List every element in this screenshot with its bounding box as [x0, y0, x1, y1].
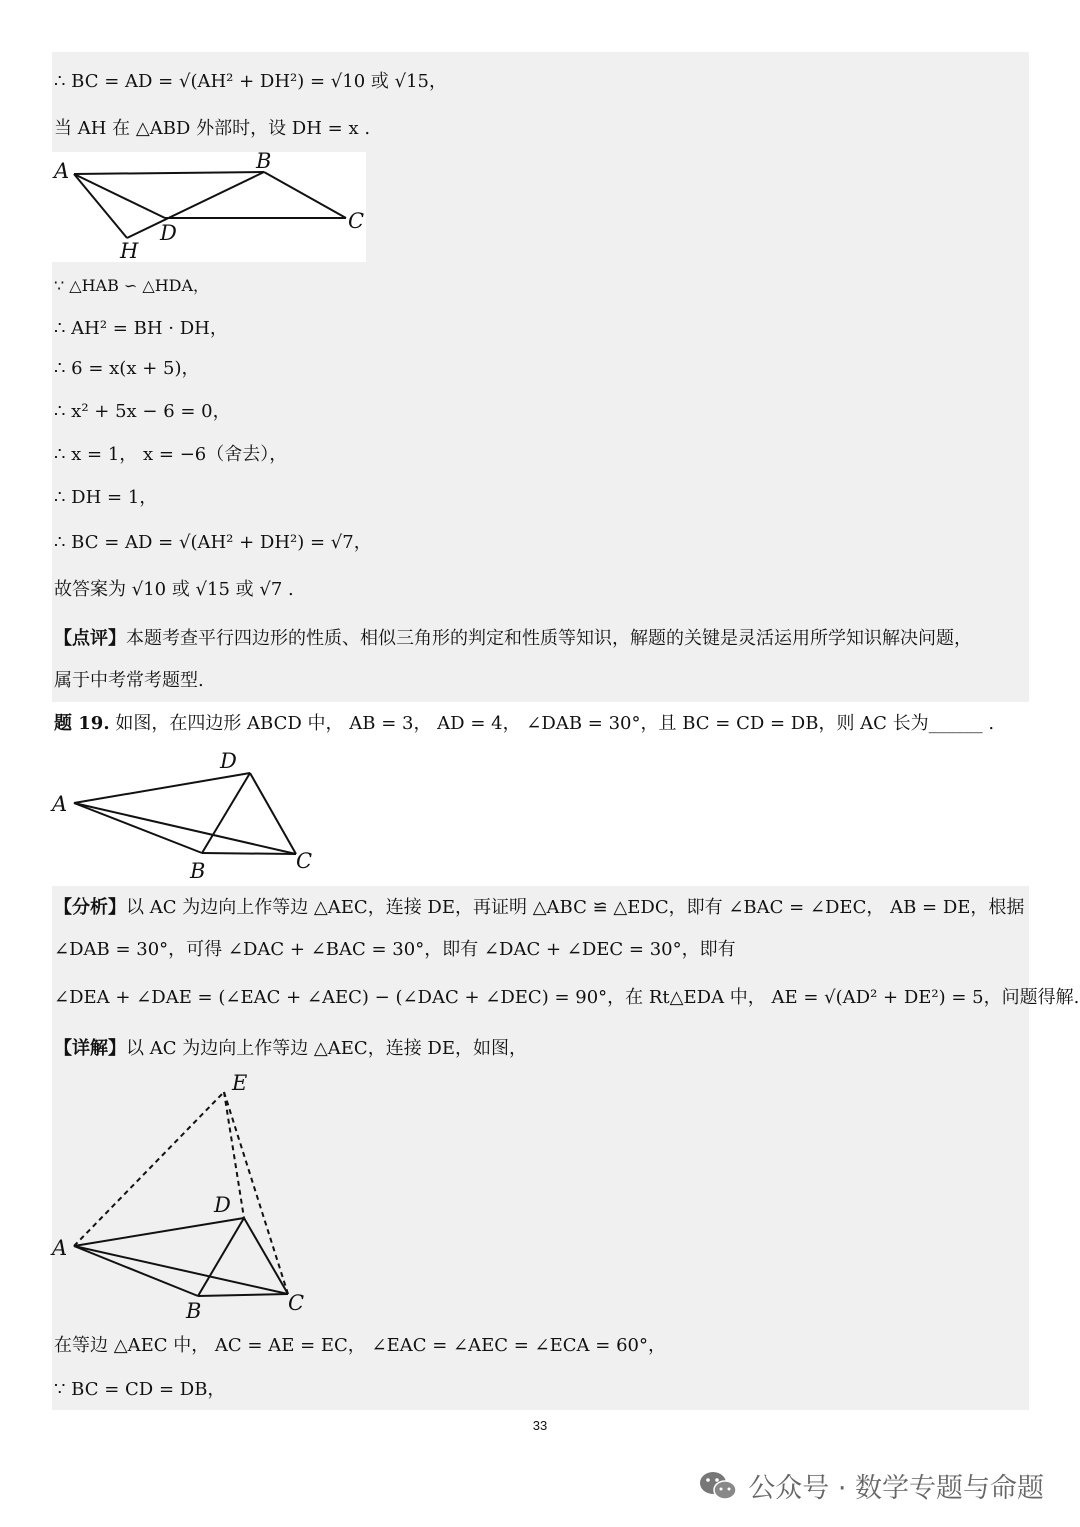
detail-tag: 【详解】 — [54, 1038, 126, 1059]
comment-tag: 【点评】 — [54, 628, 126, 649]
label-b: B — [186, 1299, 202, 1323]
label-c: C — [348, 209, 365, 233]
figure-parallelogram-with-h — [52, 152, 366, 262]
detail-line-3: ∵ BC = CD = DB， — [54, 1379, 226, 1400]
watermark — [698, 1466, 1044, 1505]
page-number: 33 — [532, 1418, 548, 1433]
solution-line: ∵ △HAB ∽ △HDA， — [54, 276, 210, 295]
question-text: 如图，在四边形 ABCD 中， AB = 3， AD = 4， ∠DAB = 30°，且 BC = CD = DB，则 AC 长为______ . — [115, 713, 995, 734]
label-d: D — [214, 1193, 231, 1217]
solution-line: ∴ BC = AD = √(AH² + DH²) = √10 或 √15， — [54, 71, 448, 92]
label-b: B — [256, 152, 272, 173]
label-c: C — [296, 849, 313, 873]
label-h: H — [120, 239, 139, 262]
solution-line: ∴ AH² = BH · DH， — [54, 318, 228, 339]
question-number: 题 19. — [54, 713, 110, 734]
watermark-text: 公众号 · 数学专题与命题 — [748, 1473, 1044, 1504]
label-a: A — [52, 1236, 68, 1260]
comment-line — [54, 627, 972, 651]
answer-line: 故答案为 √10 或 √15 或 √7 . — [54, 579, 294, 600]
label-d: D — [160, 221, 177, 245]
analysis-tag: 【分析】 — [54, 897, 126, 918]
solution-line: 当 AH 在 △ABD 外部时，设 DH = x . — [54, 118, 371, 139]
solution-line: ∴ x² + 5x − 6 = 0， — [54, 401, 231, 422]
solution-line: ∴ BC = AD = √(AH² + DH²) = √7， — [54, 532, 372, 553]
label-d: D — [220, 749, 237, 773]
solution-line: ∴ 6 = x(x + 5)， — [54, 358, 200, 379]
detail-line-2: 在等边 △AEC 中， AC = AE = EC， ∠EAC = ∠AEC = ∠ECA = 60°， — [54, 1335, 666, 1356]
label-a: A — [54, 159, 70, 183]
label-b: B — [190, 859, 206, 883]
figure-equilateral-aec — [50, 1066, 340, 1328]
analysis-text: 以 AC 为边向上作等边 △AEC，连接 DE，再证明 △ABC ≌ △EDC，即有 ∠BAC = ∠DEC， AB = DE，根据 — [126, 897, 1025, 918]
question-19 — [54, 712, 994, 736]
analysis-line-3: ∠DEA + ∠DAE = (∠EAC + ∠AEC) − (∠DAC + ∠DEC) = 90°，在 Rt△EDA 中， AE = √(AD² + DE²) = 5，问题得解. — [54, 987, 1080, 1008]
wechat-icon — [698, 1469, 738, 1503]
analysis-line-2: ∠DAB = 30°，可得 ∠DAC + ∠BAC = 30°，即有 ∠DAC + ∠DEC = 30°，即有 — [54, 939, 736, 960]
figure-1-svg — [52, 152, 366, 262]
comment-text: 本题考查平行四边形的性质、相似三角形的判定和性质等知识，解题的关键是灵活运用所学知识解决问题， — [126, 628, 972, 649]
detail-line — [54, 1037, 527, 1061]
comment-text-2: 属于中考常考题型. — [54, 670, 204, 691]
figure-quadrilateral-abcd — [50, 742, 330, 884]
label-e: E — [232, 1071, 248, 1095]
analysis-line — [54, 896, 1024, 920]
figure-2-svg — [50, 742, 330, 884]
label-a: A — [52, 792, 68, 816]
label-c: C — [288, 1291, 305, 1315]
figure-3-svg — [50, 1066, 340, 1328]
solution-line: ∴ x = 1， x = −6（舍去）， — [54, 444, 288, 465]
solution-line: ∴ DH = 1， — [54, 487, 158, 508]
detail-text: 以 AC 为边向上作等边 △AEC，连接 DE，如图， — [126, 1038, 527, 1059]
